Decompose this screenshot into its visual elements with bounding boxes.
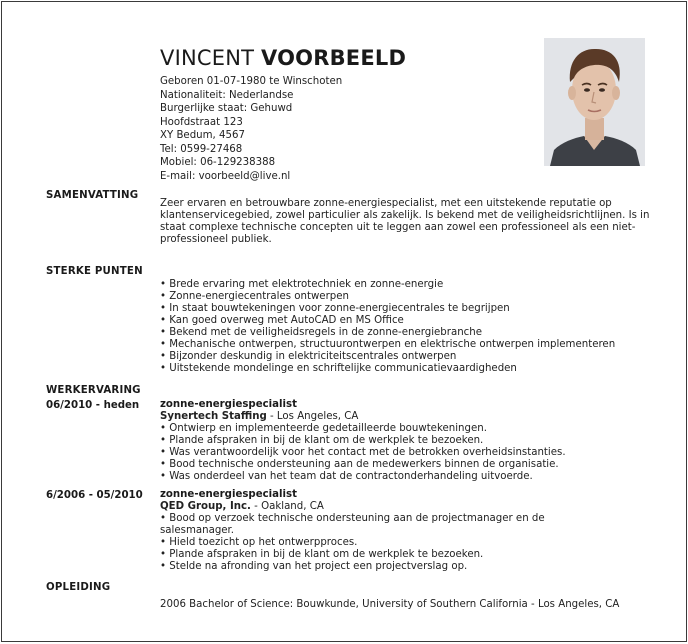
job-2-title: zonne-energiespecialist [160, 489, 297, 500]
list-item: • Zonne-energiecentrales ontwerpen [160, 291, 660, 303]
job-2-bullets [160, 513, 590, 573]
job-2-location: - Oakland, CA [250, 501, 324, 512]
job-1-company: Synertech Staffing [160, 411, 267, 422]
education-heading: OPLEIDING [46, 582, 111, 593]
list-item: • Brede ervaring met elektrotechniek en zonne-energie [160, 279, 660, 291]
mobile-line: Mobiel: 06-129238388 [160, 157, 276, 168]
job-2-employer [160, 501, 324, 512]
profile-photo [544, 38, 645, 166]
marital-status-line: Burgerlijke staat: Gehuwd [160, 103, 293, 114]
summary-heading: SAMENVATTING [46, 190, 139, 201]
list-item: • Stelde na afronding van het project een projectverslag op. [160, 561, 590, 573]
first-name: VINCENT [160, 46, 255, 70]
strengths-heading: STERKE PUNTEN [46, 266, 143, 277]
street-line: Hoofdstraat 123 [160, 116, 243, 128]
strengths-list [160, 279, 660, 375]
list-item: • Was onderdeel van het team dat de contractonderhandeling uitvoerde. [160, 471, 660, 483]
experience-heading: WERKERVARING [46, 385, 141, 396]
job-1-location: - Los Angeles, CA [266, 411, 359, 422]
job-2-dates: 6/2006 - 05/2010 [46, 490, 143, 501]
job-1-bullets [160, 423, 660, 483]
nationality-line: Nationaliteit: Nederlandse [160, 89, 294, 101]
list-item: • Uitstekende mondelinge en schriftelijke communicatievaardigheden [160, 363, 660, 375]
phone-line: Tel: 0599-27468 [160, 143, 243, 155]
last-name: VOORBEELD [261, 46, 407, 70]
resume-page [1, 1, 687, 642]
education-entry: 2006 Bachelor of Science: Bouwkunde, University of Southern California - Los Angeles, CA [160, 599, 620, 610]
list-item: • Mechanische ontwerpen, structuurontwerpen en elektrische ontwerpen implementeren [160, 339, 660, 351]
email-line: E-mail: voorbeeld@live.nl [160, 170, 291, 182]
summary-text: Zeer ervaren en betrouwbare zonne-energiespecialist, met een uitstekende reputatie op klantenservicegebied, zowel particulier als zakelijk. Is bekend met de veiligheidsrichtlijnen. Is in staat complexe technische concepten uit te leggen aan zowel een professioneel als een niet-professioneel publiek. [160, 198, 650, 245]
list-item: • Ontwierp en implementeerde gedetailleerde bouwtekeningen. [160, 423, 660, 435]
list-item: • Plande afspraken in bij de klant om de werkplek te bezoeken. [160, 549, 590, 561]
list-item: • Plande afspraken in bij de klant om de werkplek te bezoeken. [160, 435, 660, 447]
city-line: XY Bedum, 4567 [160, 130, 245, 141]
contact-details [160, 75, 342, 183]
job-1-employer [160, 411, 358, 422]
job-1-dates: 06/2010 - heden [46, 400, 140, 411]
job-1-title: zonne-energiespecialist [160, 399, 297, 410]
list-item: • Was verantwoordelijk voor het contact met de betrokken overheidsinstanties. [160, 447, 660, 459]
candidate-name [160, 46, 406, 70]
birth-line: Geboren 01-07-1980 te Winschoten [160, 76, 343, 87]
list-item: • Bood op verzoek technische ondersteuning aan de projectmanager en de salesmanager. [160, 513, 590, 537]
list-item: • Bijzonder deskundig in elektriciteitscentrales ontwerpen [160, 351, 660, 363]
list-item: • Bekend met de veiligheidsregels in de zonne-energiebranche [160, 327, 660, 339]
list-item: • Hield toezicht op het ontwerpproces. [160, 537, 590, 549]
list-item: • In staat bouwtekeningen voor zonne-energiecentrales te begrijpen [160, 303, 660, 315]
list-item: • Bood technische ondersteuning aan de medewerkers binnen de organisatie. [160, 459, 660, 471]
job-2-company: QED Group, Inc. [160, 501, 251, 512]
list-item: • Kan goed overweg met AutoCAD en MS Office [160, 315, 660, 327]
